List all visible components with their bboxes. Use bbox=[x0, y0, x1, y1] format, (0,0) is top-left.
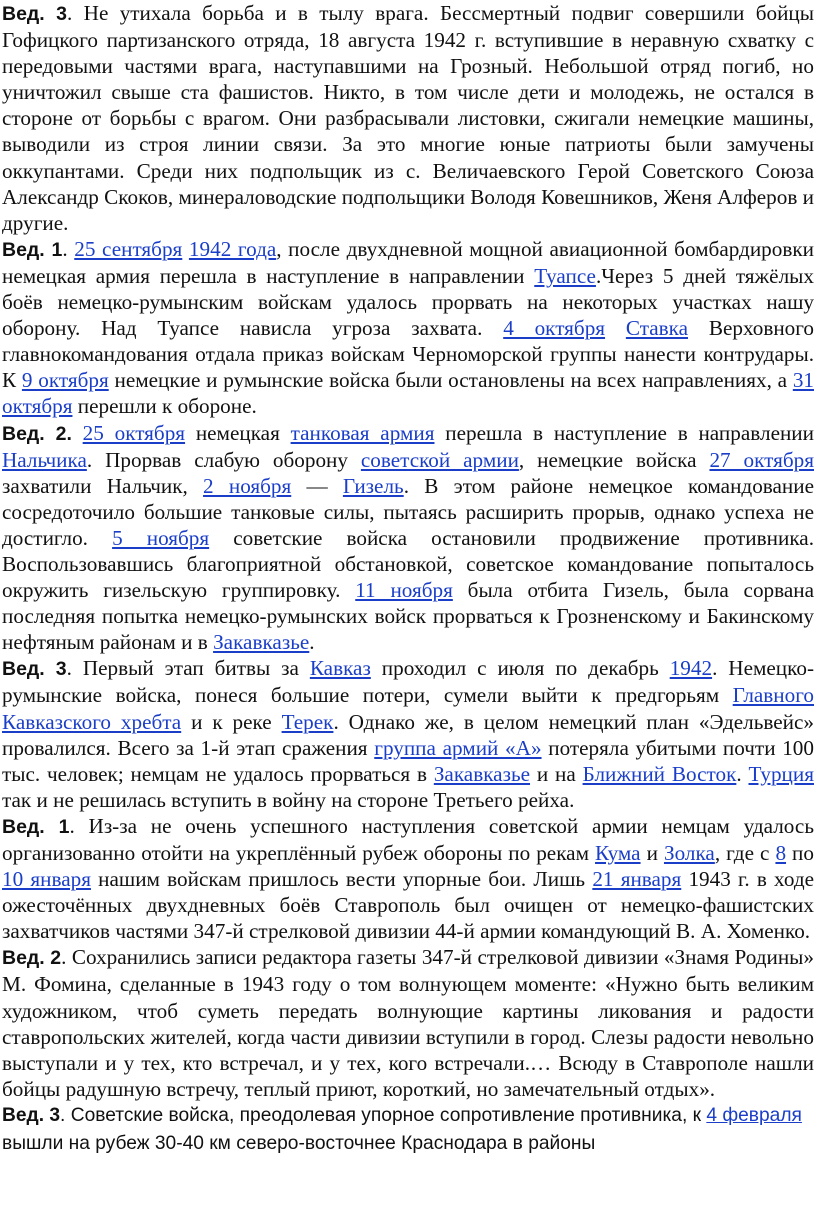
inline-link[interactable]: Ближний Восток bbox=[582, 761, 737, 786]
paragraph-7 bbox=[2, 1102, 814, 1158]
inline-link[interactable]: Гизель bbox=[342, 473, 404, 498]
paragraph-text: немецкая bbox=[185, 420, 291, 445]
inline-link[interactable]: 11 ноября bbox=[355, 578, 453, 603]
paragraph-text: и к реке bbox=[181, 709, 282, 734]
paragraph-text: была отбита Гизель, была сорвана последняя попытка немецко-румынских войск прорваться к Грозненскому и Бакинскому нефтяным районам и в bbox=[2, 578, 815, 655]
inline-link[interactable]: Терек bbox=[281, 709, 334, 734]
inline-link[interactable]: 1942 года bbox=[188, 236, 277, 261]
inline-link[interactable]: танковая армия bbox=[290, 420, 435, 445]
paragraph-2 bbox=[2, 236, 814, 420]
paragraph-text: . Первый этап битвы за bbox=[66, 656, 310, 681]
inline-link[interactable]: 2 ноября bbox=[203, 473, 292, 498]
paragraph-5 bbox=[2, 813, 814, 944]
speaker-label: Вед. 2 bbox=[2, 947, 62, 970]
paragraph-text: проходил с июля по декабрь bbox=[370, 656, 670, 681]
inline-link[interactable]: 21 января bbox=[592, 867, 682, 892]
paragraph-text: . В этом районе немецкое командование сосредоточило большие танковые силы, пытаясь расширить прорыв, однако успеха не достигло. bbox=[2, 473, 814, 550]
paragraph-text bbox=[182, 237, 189, 261]
paragraph-text: перешли к обороне. bbox=[72, 394, 257, 419]
inline-link[interactable]: Закавказье bbox=[433, 761, 531, 786]
paragraph-text: так и не решилась вступить в войну на стороне Третьего рейха. bbox=[2, 787, 575, 812]
inline-link[interactable]: Кавказ bbox=[309, 656, 371, 681]
paragraph-text: советские войска остановили продвижение противника. Воспользовавшись благоприятной обстановкой, советское командование попыталось окружить гизельскую группировку. bbox=[2, 525, 814, 603]
inline-link[interactable]: Кума bbox=[595, 841, 641, 865]
inline-link[interactable]: 31 октября bbox=[2, 368, 814, 419]
paragraph-6 bbox=[2, 944, 814, 1102]
paragraph-text: по bbox=[786, 841, 814, 865]
paragraph-4 bbox=[2, 655, 814, 813]
inline-link[interactable]: 25 октября bbox=[82, 420, 186, 445]
paragraph-text: . bbox=[309, 630, 315, 655]
inline-link[interactable]: Туапсе bbox=[534, 263, 596, 288]
inline-link[interactable]: советской армии bbox=[360, 447, 519, 472]
speaker-label: Вед. 3 bbox=[2, 658, 67, 681]
inline-link[interactable]: 9 октября bbox=[21, 368, 109, 393]
paragraph-text: . bbox=[62, 236, 75, 261]
inline-link[interactable]: 25 сентября bbox=[74, 236, 183, 261]
paragraph-text: , где с bbox=[714, 841, 776, 865]
paragraph-text: . Прорвав слабую оборону bbox=[86, 447, 361, 472]
paragraph-text: . Советские войска, преодолевая упорное сопротивление противника, к bbox=[60, 1104, 707, 1126]
speaker-label: Вед. 2. bbox=[2, 422, 72, 445]
paragraph-text: нашим войскам пришлось вести упорные бои. Лишь bbox=[90, 867, 593, 892]
paragraph-text: , после двухдневной мощной авиационной бомбардировки немецкая армия перешла в наступление в направлении bbox=[2, 236, 814, 288]
paragraph-text bbox=[72, 421, 83, 445]
paragraph-text: — bbox=[291, 473, 343, 498]
paragraph-text: и на bbox=[530, 761, 583, 786]
inline-link[interactable]: Главного Кавказского хребта bbox=[2, 683, 814, 734]
inline-link[interactable]: 1942 bbox=[669, 656, 713, 681]
inline-link[interactable]: Ставка bbox=[625, 316, 689, 341]
paragraph-text: и bbox=[640, 841, 664, 865]
paragraph-text: захватили Нальчик, bbox=[2, 473, 204, 498]
paragraph-text: . Однако же, в целом немецкий план «Эдельвейс» провалился. Всего за 1-й этап сражения bbox=[2, 709, 814, 760]
paragraph-1 bbox=[2, 0, 814, 236]
paragraph-text: потеряла убитыми почти 100 тыс. человек; немцам не удалось прорваться в bbox=[2, 735, 814, 786]
speaker-label: Вед. 3 bbox=[2, 1104, 61, 1126]
inline-link[interactable]: Закавказье bbox=[213, 630, 310, 655]
paragraph-text: . bbox=[736, 761, 749, 786]
speaker-label: Вед. 3 bbox=[2, 3, 68, 25]
inline-link[interactable]: группа армий «А» bbox=[374, 735, 542, 760]
inline-link[interactable]: Золка bbox=[663, 841, 715, 865]
paragraph-text: перешла в наступление в направлении bbox=[434, 420, 814, 445]
inline-link[interactable]: 10 января bbox=[2, 867, 91, 892]
paragraph-text: немецкие и румынские войска были остановлены на всех направлениях, а bbox=[108, 368, 793, 393]
paragraph-text: 1943 г. в ходе ожесточённых двухдневных боёв Ставрополь был очищен от немецко-фашистских захватчиков частями 347-й стрелковой дивизии 44-й армии командующий В. А. Хоменко. bbox=[2, 867, 814, 944]
inline-link[interactable]: 4 октября bbox=[503, 316, 606, 341]
paragraph-text: вышли на рубеж 30-40 км северо-восточнее Краснодара в районы bbox=[2, 1132, 596, 1154]
paragraph-text: . Не утихала борьба и в тылу врага. Бессмертный подвиг совершили бойцы Гофицкого партизанского отряда, 18 августа 1942 г. вступившие в неравную схватку с передовыми частями врага, наступавшими на Грозный. Небольшой отряд погиб, но уничтожил свыше ста фашистов. Никто, в том числе дети и молодежь, не остался в стороне от борьбы с врагом. Они разбрасывали листовки, сжигали немецкие машины, выводили из строя линии связи. За это многие юные патриоты были замучены оккупантами. Среди них подпольщик из с. Величаевского Герой Советского Союза Александр Скоков, минераловодские подпольщики Володя Ковешников, Женя Алферов и другие. bbox=[2, 1, 814, 235]
paragraph-text: . Немецко-румынские войска, понеся большие потери, сумели выйти к предгорьям bbox=[2, 656, 814, 708]
inline-link[interactable]: 5 ноября bbox=[112, 525, 210, 550]
paragraph-text: .Через 5 дней тяжёлых боёв немецко-румынским войскам удалось прорвать на некоторых участках нашу оборону. Над Туапсе нависла угроза захвата. bbox=[2, 263, 814, 341]
paragraph-text: , немецкие войска bbox=[518, 447, 710, 472]
inline-link[interactable]: 27 октября bbox=[709, 447, 814, 472]
paragraph-3 bbox=[2, 420, 814, 656]
inline-link[interactable]: Турция bbox=[748, 761, 814, 786]
inline-link[interactable]: 4 февраля bbox=[706, 1104, 802, 1126]
speaker-label: Вед. 1 bbox=[2, 815, 70, 838]
inline-link[interactable]: 8 bbox=[775, 841, 787, 865]
speaker-label: Вед. 1 bbox=[2, 238, 63, 261]
paragraph-text: Верховного главнокомандования отдала приказ войскам Черноморской группы нанести контрудары. К bbox=[2, 316, 815, 393]
paragraph-text bbox=[605, 316, 626, 340]
paragraph-text: . Из-за не очень успешного наступления советской армии немцам удалось организованно отойти на укреплённый рубеж обороны по рекам bbox=[2, 813, 814, 865]
paragraph-text: . Сохранились записи редактора газеты 347-й стрелковой дивизии «Знамя Родины» М. Фомина, сделанные в 1943 году о том волнующем моменте: «Нужно быть великим художником, чтоб суметь передать волнующие картины ликования и радости ставропольских жителей, когда части дивизии вступили в город. Слезы радости невольно выступали и у тех, кто встречал, и у тех, кого встречали.… Всюду в Ставрополе нашли бойцы радушную встречу, теплый приют, короткий, но замечательный отдых». bbox=[2, 945, 814, 1101]
inline-link[interactable]: Нальчика bbox=[2, 447, 87, 472]
